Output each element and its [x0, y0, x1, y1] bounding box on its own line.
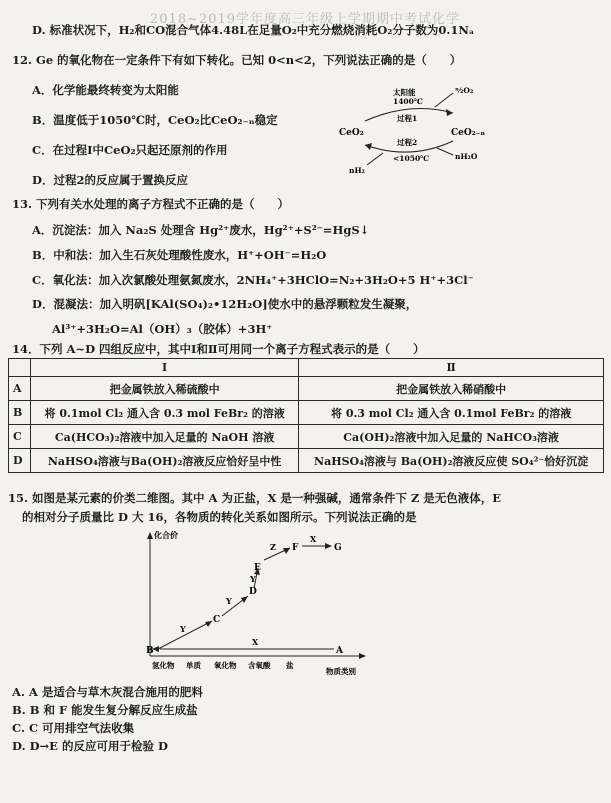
ceo2n-label: CeO₂₋ₙ — [451, 128, 486, 138]
q15-option-b: B. B 和 F 能发生复分解反应生成盐 — [12, 703, 198, 717]
process2-arrowhead — [365, 143, 372, 150]
header-col-i: Ⅰ — [31, 359, 299, 377]
row-label: C — [9, 425, 31, 449]
ceo2-cycle-diagram — [335, 83, 495, 178]
q13-option-b: B．中和法：加入生石灰处理酸性废水，H⁺+OH⁻=H₂O — [32, 248, 327, 262]
q15-option-a: A. A 是适合与草木灰混合施用的肥料 — [12, 685, 203, 699]
q15-option-d: D. D→E 的反应可用于检验 D — [12, 739, 168, 753]
table-row — [9, 449, 604, 473]
cell-i: NaHSO₄溶液与Ba(OH)₂溶液反应恰好呈中性 — [31, 449, 299, 473]
cell-i: 将 0.1mol Cl₂ 通入含 0.3 mol FeBr₂ 的溶液 — [31, 401, 299, 425]
q13-option-c: C．氧化法：加入次氯酸处理氨氮废水，2NH₄⁺+3HClO=N₂+3H₂O+5 H⁺+3Cl⁻ — [32, 273, 474, 287]
category-oxyacid: 含氧酸 — [248, 661, 271, 670]
q11-option-d: D. 标准状况下，H₂和CO混合气体4.48L在足量O₂中充分燃烧消耗O₂分子数为0.1Nₐ — [32, 23, 475, 37]
category-hydride: 氢化物 — [152, 661, 175, 670]
category-salt: 盐 — [286, 661, 294, 670]
valence-class-chart — [130, 528, 370, 678]
q12-option-c: C．在过程Ⅰ中CeO₂只起还原剂的作用 — [32, 143, 228, 157]
o2-branch — [435, 93, 453, 107]
cell-i: 把金属铁放入稀硫酸中 — [31, 377, 299, 401]
q15-stem-line1: 15. 如图是某元素的价类二维图。其中 A 为正盐，X 是一种强碱，通常条件下 Z 是无色液体，E — [8, 491, 502, 505]
x-axis-arrow — [359, 653, 366, 659]
process1-label: 过程1 — [397, 114, 418, 123]
table-row — [9, 401, 604, 425]
chart-svg — [130, 528, 370, 678]
h2-branch — [367, 153, 383, 165]
q14-table — [8, 358, 604, 473]
process1-arrowhead — [446, 109, 453, 116]
q15-stem-line2: 的相对分子质量比 D 大 16，各物质的转化关系如图所示。下列说法正确的是 — [22, 510, 417, 524]
q12-option-d: D．过程2的反应属于置换反应 — [32, 173, 188, 187]
edge-c-d-head — [241, 596, 248, 603]
row-label: D — [9, 449, 31, 473]
cell-i: Ca(HCO₃)₂溶液中加入足量的 NaOH 溶液 — [31, 425, 299, 449]
q12-stem: 12. Ge 的氧化物在一定条件下有如下转化。已知 0<n<2，下列说法正确的是（ ） — [12, 53, 462, 67]
row-label: A — [9, 377, 31, 401]
edge-label-y2: Y — [226, 596, 232, 606]
cell-ii: NaHSO₄溶液与 Ba(OH)₂溶液反应使 SO₄²⁻恰好沉淀 — [299, 449, 604, 473]
q14-stem: 14．下列 A~D 四组反应中，其中Ⅰ和Ⅱ可用同一个离子方程式表示的是（ ） — [12, 342, 425, 356]
category-oxide: 氧化物 — [214, 661, 237, 670]
node-e: E — [254, 563, 261, 573]
process2-label: 过程2 — [397, 138, 418, 147]
cell-ii: 把金属铁放入稀硝酸中 — [299, 377, 604, 401]
table-header-row — [9, 359, 604, 377]
node-a: A — [336, 646, 343, 656]
q12-option-a: A．化学能最终转变为太阳能 — [32, 83, 179, 97]
h2o-branch — [437, 148, 453, 155]
node-c: C — [213, 615, 221, 625]
q13-stem: 13. 下列有关水处理的离子方程式不正确的是（ ） — [12, 197, 290, 211]
ceo2-label: CeO₂ — [339, 128, 364, 138]
node-g: G — [334, 543, 342, 553]
edge-label-y3: Y — [250, 574, 256, 584]
y-axis-arrow — [147, 532, 153, 539]
row-label: B — [9, 401, 31, 425]
cell-ii: 将 0.3 mol Cl₂ 通入含 0.1mol FeBr₂ 的溶液 — [299, 401, 604, 425]
table-row — [9, 425, 604, 449]
q13-option-a: A．沉淀法：加入 Na₂S 处理含 Hg²⁺废水，Hg²⁺+S²⁻=HgS↓ — [32, 223, 370, 237]
table-row — [9, 377, 604, 401]
node-f: F — [292, 543, 299, 553]
node-d: D — [249, 587, 257, 597]
q12-option-b: B．温度低于1050℃时，CeO₂比CeO₂₋ₙ稳定 — [32, 113, 278, 127]
edge-label-z: Z — [270, 542, 276, 552]
o2-label: ⁿ⁄₂O₂ — [455, 86, 474, 95]
edge-label-y1: Y — [180, 624, 186, 634]
cycle-svg — [335, 83, 495, 178]
header-blank — [9, 359, 31, 377]
cell-ii: Ca(OH)₂溶液中加入足量的 NaHCO₃溶液 — [299, 425, 604, 449]
q15-option-c: C. C 可用排空气法收集 — [12, 721, 135, 735]
node-b: B — [146, 646, 154, 656]
edge-label-x2: X — [252, 637, 259, 647]
x-axis-label: 物质类别 — [326, 667, 356, 676]
h2o-label: nH₂O — [455, 152, 478, 161]
header-col-ii: Ⅱ — [299, 359, 604, 377]
temp2-label: <1050℃ — [393, 154, 430, 163]
temp1-label: 1400℃ — [393, 97, 423, 106]
edge-label-x1: X — [310, 534, 317, 544]
q13-option-d-equation: Al³⁺+3H₂O=Al（OH）₃（胶体）+3H⁺ — [52, 322, 273, 336]
y-axis-label: 化合价 — [154, 530, 178, 540]
edge-f-g-head — [325, 543, 332, 549]
h2-label: nH₂ — [349, 166, 365, 175]
header-ghost-text: 2018~2019学年度高三年级上学期期中考试化学 — [150, 12, 461, 27]
q13-option-d: D．混凝法：加入明矾[KAl(SO₄)₂•12H₂O]使水中的悬浮颗粒发生凝聚， — [32, 297, 418, 311]
sun-label: 太阳能 — [393, 88, 416, 97]
category-element: 单质 — [186, 661, 201, 670]
